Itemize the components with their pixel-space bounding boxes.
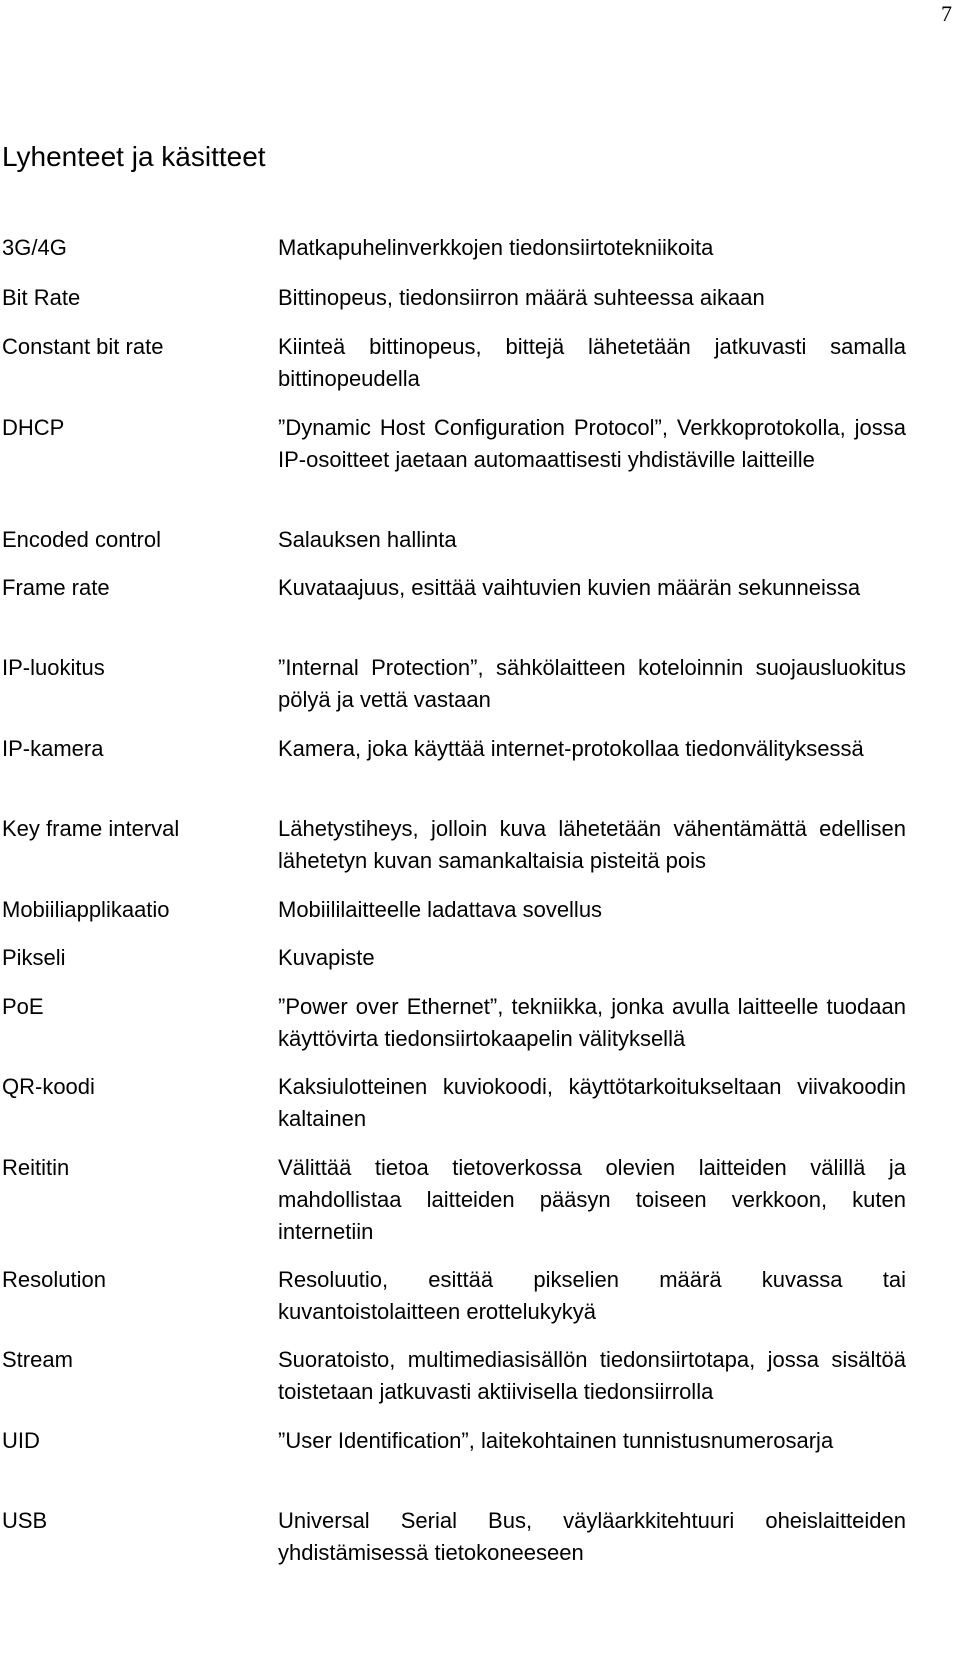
glossary-definition: Kiinteä bittinopeus, bittejä lähetetään jatkuvasti samalla bittinopeudella	[278, 334, 906, 391]
glossary-definition: ”User Identification”, laitekohtainen tunnistusnumerosarja	[278, 1428, 834, 1453]
glossary-term: IP-kamera	[2, 736, 104, 761]
glossary-term: Constant bit rate	[2, 334, 164, 359]
glossary-definition: Resoluutio, esittää pikselien määrä kuvassa tai kuvantoistolaitteen erottelukykyä	[278, 1267, 906, 1324]
glossary-term: Encoded control	[2, 527, 161, 552]
glossary-definition: Kuvapiste	[278, 945, 375, 970]
glossary-definition: Kaksiulotteinen kuviokoodi, käyttötarkoitukseltaan viivakoodin kaltainen	[278, 1074, 906, 1131]
glossary-definition: Universal Serial Bus, väyläarkkitehtuuri oheislaitteiden yhdistämisessä tietokoneeseen	[278, 1508, 906, 1565]
glossary-definition: ”Power over Ethernet”, tekniikka, jonka avulla laitteelle tuodaan käyttövirta tiedonsiirtokaapelin välityksellä	[278, 994, 906, 1051]
glossary-definition: Välittää tietoa tietoverkossa olevien laitteiden välillä ja mahdollistaa laitteiden pääsyn toiseen verkkoon, kuten internetiin	[278, 1155, 906, 1244]
glossary-term: Bit Rate	[2, 285, 81, 310]
glossary-term: Mobiiliapplikaatio	[2, 897, 170, 922]
glossary-definition: Bittinopeus, tiedonsiirron määrä suhteessa aikaan	[278, 285, 765, 310]
glossary-term: USB	[2, 1508, 48, 1533]
glossary-definition: Matkapuhelinverkkojen tiedonsiirtotekniikoita	[278, 235, 714, 260]
glossary-term: Reititin	[2, 1155, 70, 1180]
glossary-term: Key frame interval	[2, 816, 180, 841]
glossary-term: 3G/4G	[2, 235, 67, 260]
glossary-term: UID	[2, 1428, 40, 1453]
glossary-term: Stream	[2, 1347, 73, 1372]
section-heading: Lyhenteet ja käsitteet	[2, 141, 266, 172]
glossary-term: QR-koodi	[2, 1074, 95, 1099]
glossary-definition: ”Dynamic Host Configuration Protocol”, Verkkoprotokolla, jossa IP-osoitteet jaetaan automaattisesti yhdistäville laitteille	[278, 415, 906, 472]
glossary-definition: Lähetystiheys, jolloin kuva lähetetään vähentämättä edellisen lähetetyn kuvan samankaltaisia pisteitä pois	[278, 816, 906, 873]
glossary-term: Frame rate	[2, 575, 110, 600]
glossary-definition: Kamera, joka käyttää internet-protokollaa tiedonvälityksessä	[278, 736, 864, 761]
glossary-term: Resolution	[2, 1267, 106, 1292]
glossary-definition: Suoratoisto, multimediasisällön tiedonsiirtotapa, jossa sisältöä toistetaan jatkuvasti aktiivisella tiedonsiirrolla	[278, 1347, 906, 1404]
glossary-term: Pikseli	[2, 945, 66, 970]
glossary-term: PoE	[2, 994, 44, 1019]
page-number: 7	[941, 1, 952, 26]
glossary-definition: Mobiililaitteelle ladattava sovellus	[278, 897, 603, 922]
glossary-definition: ”Internal Protection”, sähkölaitteen koteloinnin suojausluokitus pölyä ja vettä vastaan	[278, 655, 906, 712]
glossary-definition: Salauksen hallinta	[278, 527, 457, 552]
glossary-term: DHCP	[2, 415, 65, 440]
glossary-term: IP-luokitus	[2, 655, 105, 680]
glossary-definition: Kuvataajuus, esittää vaihtuvien kuvien määrän sekunneissa	[278, 575, 861, 600]
